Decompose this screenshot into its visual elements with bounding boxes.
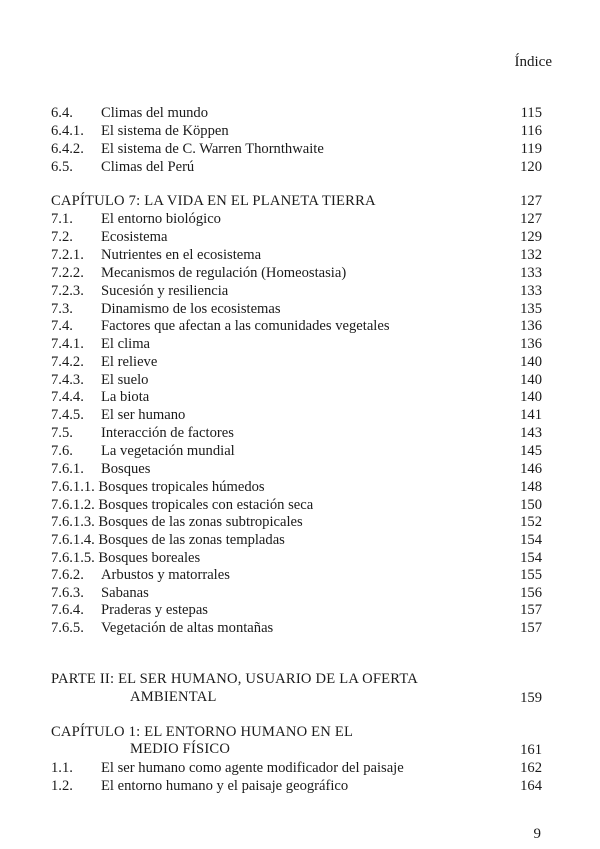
toc-entry <box>0 353 600 371</box>
entry-number: 7.3. <box>51 301 73 317</box>
toc-entry <box>0 140 600 158</box>
entry-page: 164 <box>520 778 542 794</box>
toc-entry <box>0 777 600 795</box>
entry-title: Praderas y estepas <box>101 602 208 618</box>
entry-page: 157 <box>520 620 542 636</box>
running-header: Índice <box>514 54 552 70</box>
toc-entry <box>0 496 600 514</box>
entry-title: Interacción de factores <box>101 425 234 441</box>
toc-entry <box>0 478 600 496</box>
entry-page: 140 <box>520 354 542 370</box>
entry-title: El relieve <box>101 354 158 370</box>
entry-number: 7.5. <box>51 425 73 441</box>
entry-page: 116 <box>520 123 542 139</box>
toc-entry <box>0 759 600 777</box>
page-number: 9 <box>533 826 541 842</box>
entry-page: 135 <box>520 301 542 317</box>
entry-page: 150 <box>520 497 542 513</box>
entry-title: El entorno biológico <box>101 211 221 227</box>
chapter-page: 127 <box>520 193 542 209</box>
entry-page: 152 <box>520 514 542 530</box>
entry-page: 156 <box>520 585 542 601</box>
entry-number: 1.1. <box>51 760 73 776</box>
entry-number: 6.4.2. <box>51 141 84 157</box>
toc-entry <box>0 158 600 176</box>
entry-title: El clima <box>101 336 151 352</box>
toc-entry <box>0 513 600 531</box>
entry-title: La vegetación mundial <box>101 443 235 459</box>
entry-title: Factores que afectan a las comunidades vegetales <box>101 318 390 334</box>
toc-entry <box>0 424 600 442</box>
entry-page: 120 <box>520 159 542 175</box>
entry-number: 6.5. <box>51 159 73 175</box>
entry-number: 7.2. <box>51 229 73 245</box>
toc-entry <box>0 317 600 335</box>
toc-entry <box>0 282 600 300</box>
entry-page: 141 <box>520 407 542 423</box>
toc-entry <box>0 406 600 424</box>
entry-title: Nutrientes en el ecosistema <box>101 247 262 263</box>
entry-title: Sabanas <box>101 585 149 601</box>
entry-page: 136 <box>520 336 542 352</box>
entry-title: Dinamismo de los ecosistemas <box>101 301 281 317</box>
toc-entry <box>0 549 600 567</box>
entry-title: 7.6.1.2. Bosques tropicales con estación seca <box>51 497 314 513</box>
toc-entry <box>0 210 600 228</box>
toc-entry <box>0 566 600 584</box>
entry-title: Ecosistema <box>101 229 168 245</box>
toc-entry <box>0 246 600 264</box>
entry-number: 7.4.2. <box>51 354 84 370</box>
entry-title: 7.6.1.1. Bosques tropicales húmedos <box>51 479 265 495</box>
entry-page: 132 <box>520 247 542 263</box>
entry-title: Climas del Perú <box>101 159 195 175</box>
entry-page: 155 <box>520 567 542 583</box>
entry-page: 154 <box>520 550 542 566</box>
entry-page: 143 <box>520 425 542 441</box>
chapter-heading-line1: CAPÍTULO 1: EL ENTORNO HUMANO EN EL <box>51 724 354 740</box>
toc-entry <box>0 371 600 389</box>
entry-title: Bosques <box>101 461 151 477</box>
toc-entry <box>0 442 600 460</box>
entry-page: 129 <box>520 229 542 245</box>
entry-title: Mecanismos de regulación (Homeostasia) <box>101 265 347 281</box>
toc-entry <box>0 122 600 140</box>
entry-page: 162 <box>520 760 542 776</box>
entry-number: 6.4. <box>51 105 73 121</box>
entry-title: El sistema de Köppen <box>101 123 229 139</box>
toc-entry <box>0 104 600 122</box>
entry-title: 7.6.1.5. Bosques boreales <box>51 550 201 566</box>
toc-entry <box>0 300 600 318</box>
toc-entry <box>0 460 600 478</box>
entry-title: El ser humano <box>101 407 186 423</box>
entry-page: 133 <box>520 265 542 281</box>
entry-number: 7.6.2. <box>51 567 84 583</box>
entry-number: 7.6.4. <box>51 602 84 618</box>
entry-number: 7.6. <box>51 443 73 459</box>
entry-page: 133 <box>520 283 542 299</box>
entry-number: 7.6.5. <box>51 620 84 636</box>
entry-title: 7.6.1.4. Bosques de las zonas templadas <box>51 532 285 548</box>
chapter-heading: CAPÍTULO 7: LA VIDA EN EL PLANETA TIERRA <box>51 193 376 209</box>
toc-entry <box>0 601 600 619</box>
entry-page: 136 <box>520 318 542 334</box>
toc-entry <box>0 584 600 602</box>
entry-title: Climas del mundo <box>101 105 209 121</box>
entry-page: 157 <box>520 602 542 618</box>
entry-page: 145 <box>520 443 542 459</box>
entry-title: El suelo <box>101 372 149 388</box>
entry-page: 148 <box>520 479 542 495</box>
entry-number: 6.4.1. <box>51 123 84 139</box>
entry-title: Vegetación de altas montañas <box>101 620 274 636</box>
entry-number: 1.2. <box>51 778 73 794</box>
chapter-page: 161 <box>520 742 542 758</box>
entry-number: 7.1. <box>51 211 73 227</box>
part-heading-line1: PARTE II: EL SER HUMANO, USUARIO DE LA OFERTA <box>51 671 419 687</box>
entry-number: 7.2.3. <box>51 283 84 299</box>
entry-number: 7.2.2. <box>51 265 84 281</box>
entry-page: 140 <box>520 372 542 388</box>
toc-entry <box>0 619 600 637</box>
entry-page: 140 <box>520 389 542 405</box>
toc-entry <box>0 388 600 406</box>
entry-number: 7.6.1. <box>51 461 84 477</box>
entry-title: 7.6.1.3. Bosques de las zonas subtropicales <box>51 514 303 530</box>
entry-page: 115 <box>520 105 542 121</box>
entry-number: 7.4.5. <box>51 407 84 423</box>
entry-page: 119 <box>520 141 542 157</box>
entry-title: El entorno humano y el paisaje geográfico <box>101 778 349 794</box>
entry-page: 154 <box>520 532 542 548</box>
entry-number: 7.6.3. <box>51 585 84 601</box>
toc-entry <box>0 228 600 246</box>
entry-number: 7.4.3. <box>51 372 84 388</box>
chapter-heading-line2: MEDIO FÍSICO <box>130 741 231 757</box>
entry-title: Sucesión y resiliencia <box>101 283 229 299</box>
entry-number: 7.4.4. <box>51 389 84 405</box>
part-page: 159 <box>520 690 542 706</box>
entry-title: El ser humano como agente modificador del paisaje <box>101 760 404 776</box>
entry-title: La biota <box>101 389 150 405</box>
entry-number: 7.2.1. <box>51 247 84 263</box>
entry-page: 146 <box>520 461 542 477</box>
toc-entry <box>0 531 600 549</box>
entry-title: Arbustos y matorrales <box>101 567 230 583</box>
entry-number: 7.4. <box>51 318 73 334</box>
entry-title: El sistema de C. Warren Thornthwaite <box>101 141 324 157</box>
entry-page: 127 <box>520 211 542 227</box>
part-heading-line2: AMBIENTAL <box>130 689 217 705</box>
toc-entry <box>0 264 600 282</box>
entry-number: 7.4.1. <box>51 336 84 352</box>
toc-entry <box>0 335 600 353</box>
